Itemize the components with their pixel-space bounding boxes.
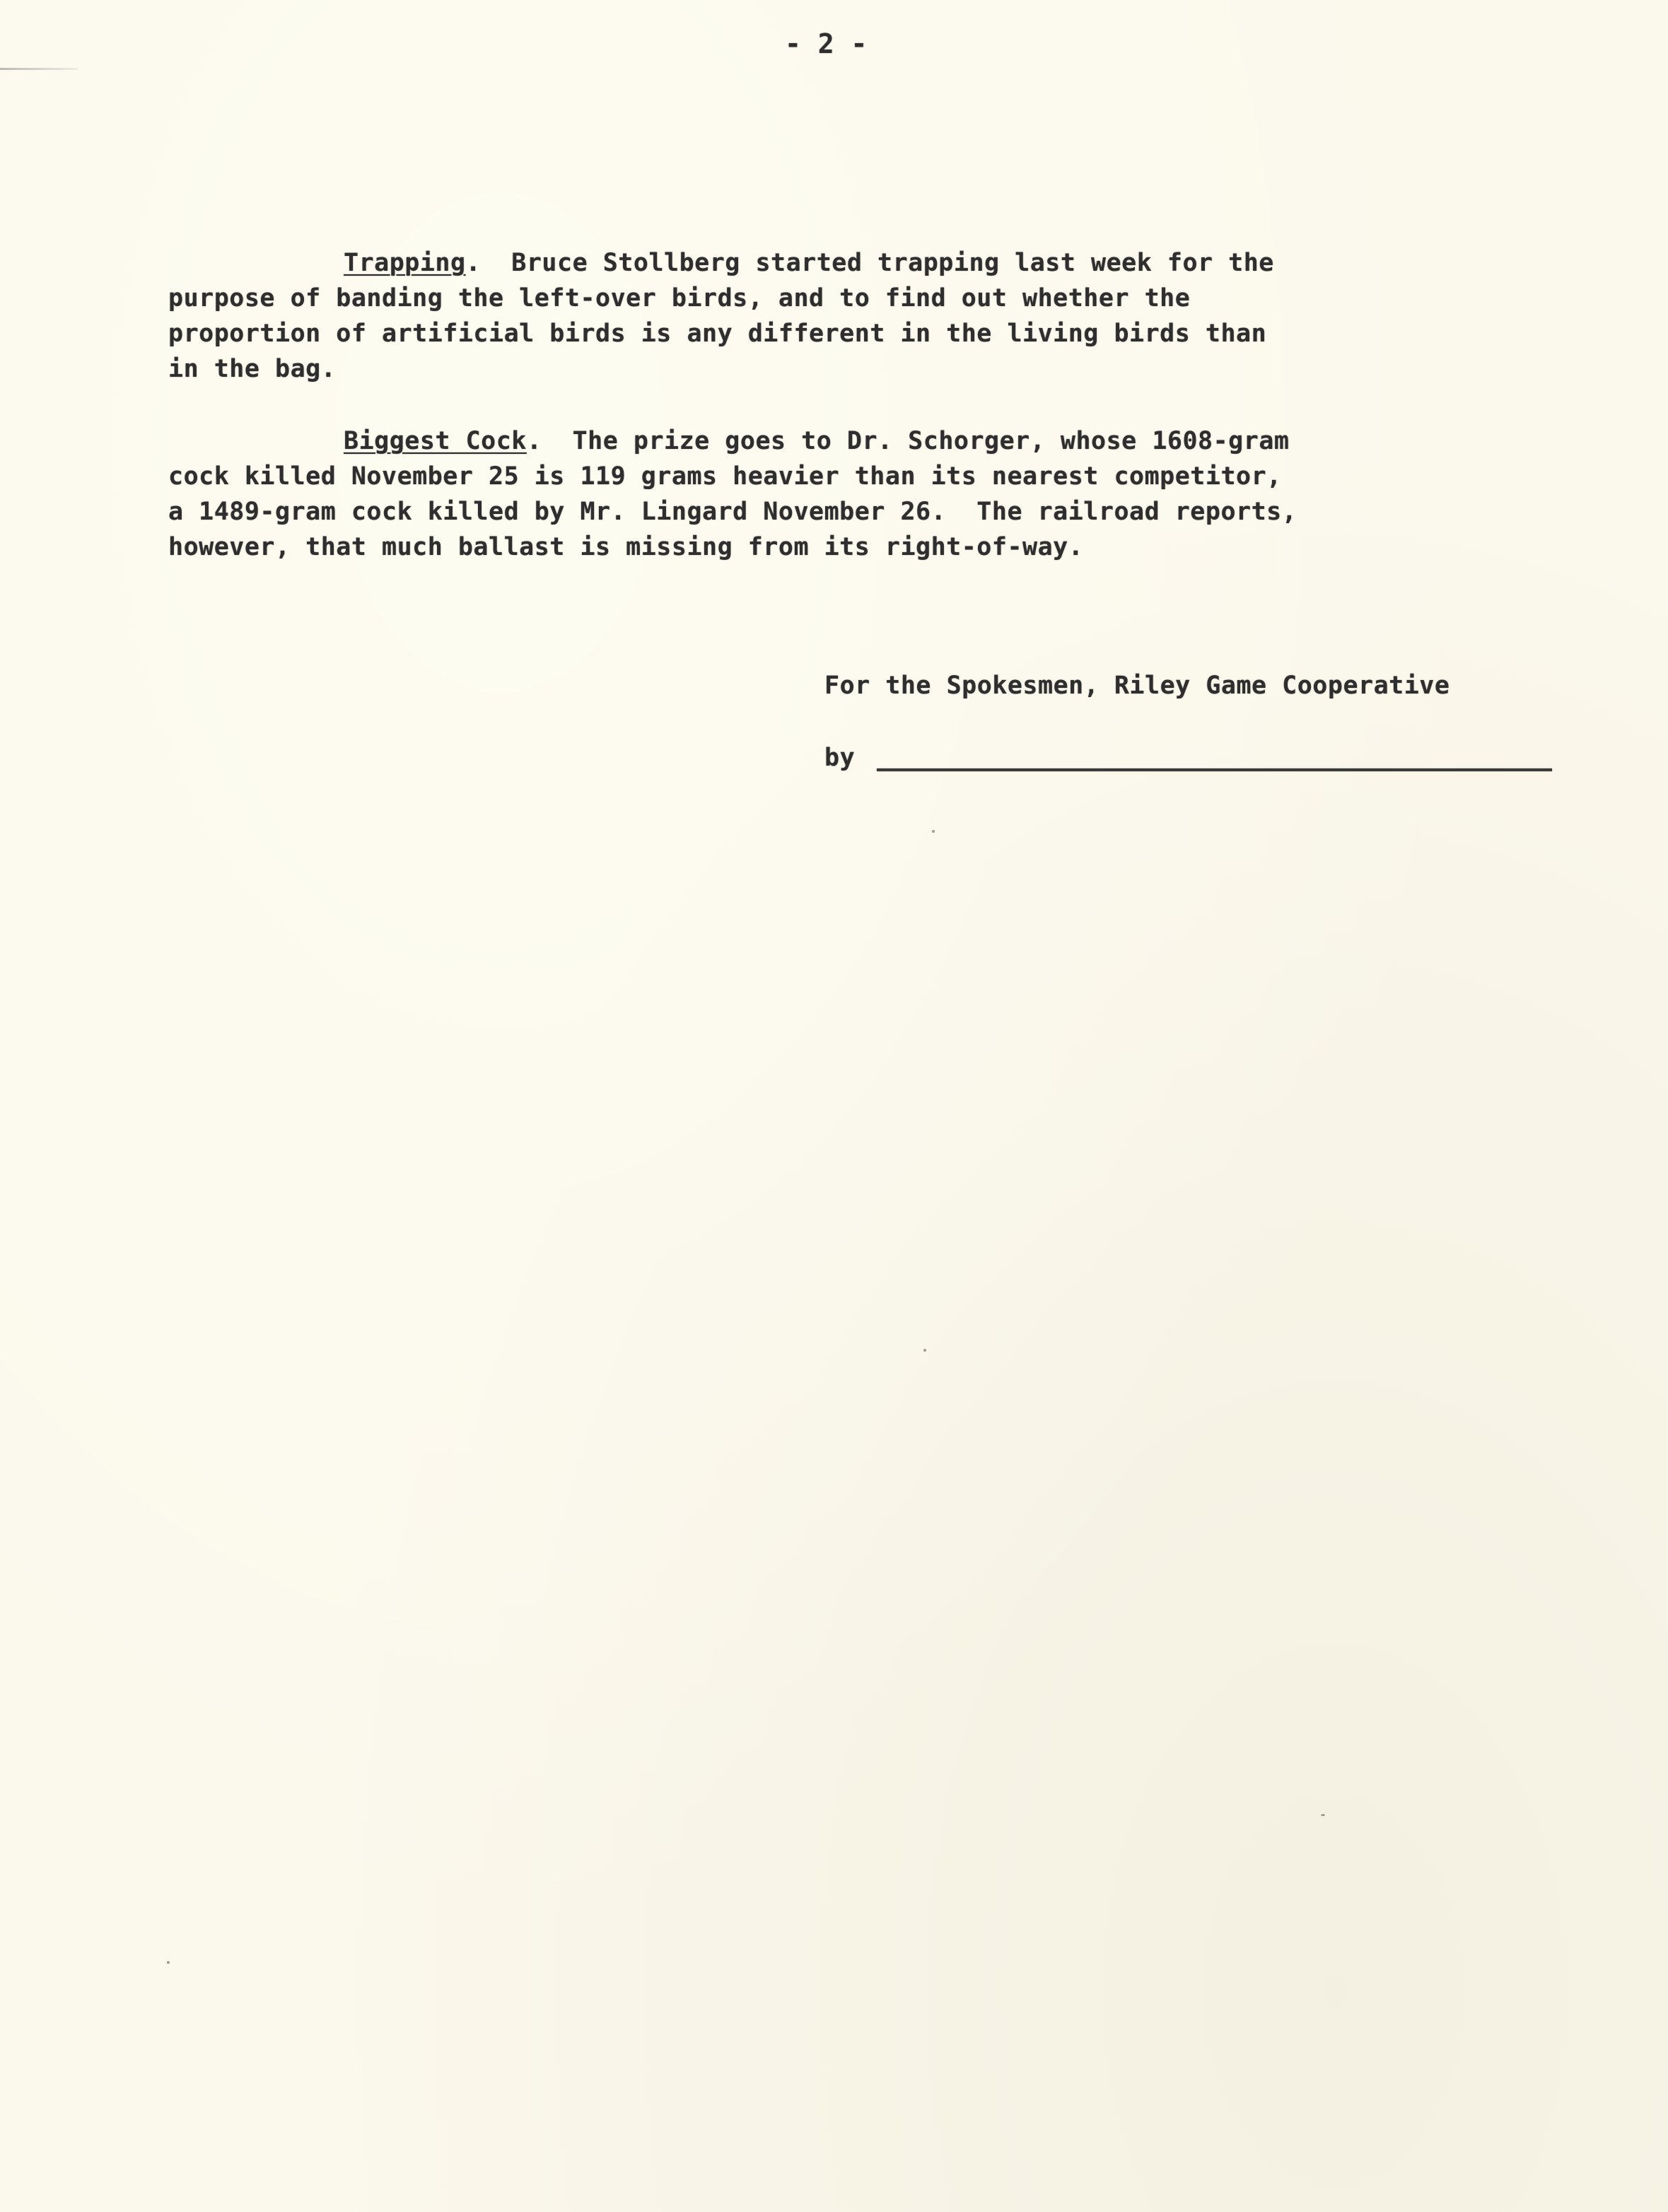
- paper-speck: [923, 1349, 926, 1352]
- signature-line: [877, 768, 1552, 771]
- page-number: - 2 -: [785, 28, 868, 59]
- paragraph-biggest-cock-line-4: however, that much ballast is missing from its right-of-way.: [168, 533, 1084, 561]
- paragraph-trapping-line-1: [344, 246, 1274, 280]
- paragraph-text: . Bruce Stollberg started trapping last week for the: [465, 249, 1274, 277]
- paragraph-trapping-line-3: proportion of artificial birds is any different in the living birds than: [168, 320, 1267, 348]
- paragraph-heading-biggest-cock: Biggest Cock: [344, 427, 527, 455]
- paragraph-heading-trapping: Trapping: [344, 249, 466, 277]
- paragraph-biggest-cock-line-2: cock killed November 25 is 119 grams heavier than its nearest competitor,: [168, 462, 1282, 491]
- paragraph-biggest-cock-line-3: a 1489-gram cock killed by Mr. Lingard November 26. The railroad reports,: [168, 498, 1297, 526]
- page-edge-mark: [0, 68, 78, 70]
- paragraph-biggest-cock-line-1: [344, 424, 1289, 458]
- signature-attribution: For the Spokesmen, Riley Game Cooperative: [824, 672, 1450, 700]
- paragraph-trapping-line-2: purpose of banding the left-over birds, and to find out whether the: [168, 284, 1191, 312]
- paper-speck: [167, 1961, 170, 1964]
- paragraph-trapping-line-4: in the bag.: [168, 355, 337, 383]
- signature-by-label: by: [824, 744, 856, 772]
- paragraph-text: . The prize goes to Dr. Schorger, whose 1608-gram: [526, 427, 1290, 455]
- paper-speck: [1321, 1814, 1325, 1816]
- paper-speck: [932, 830, 935, 833]
